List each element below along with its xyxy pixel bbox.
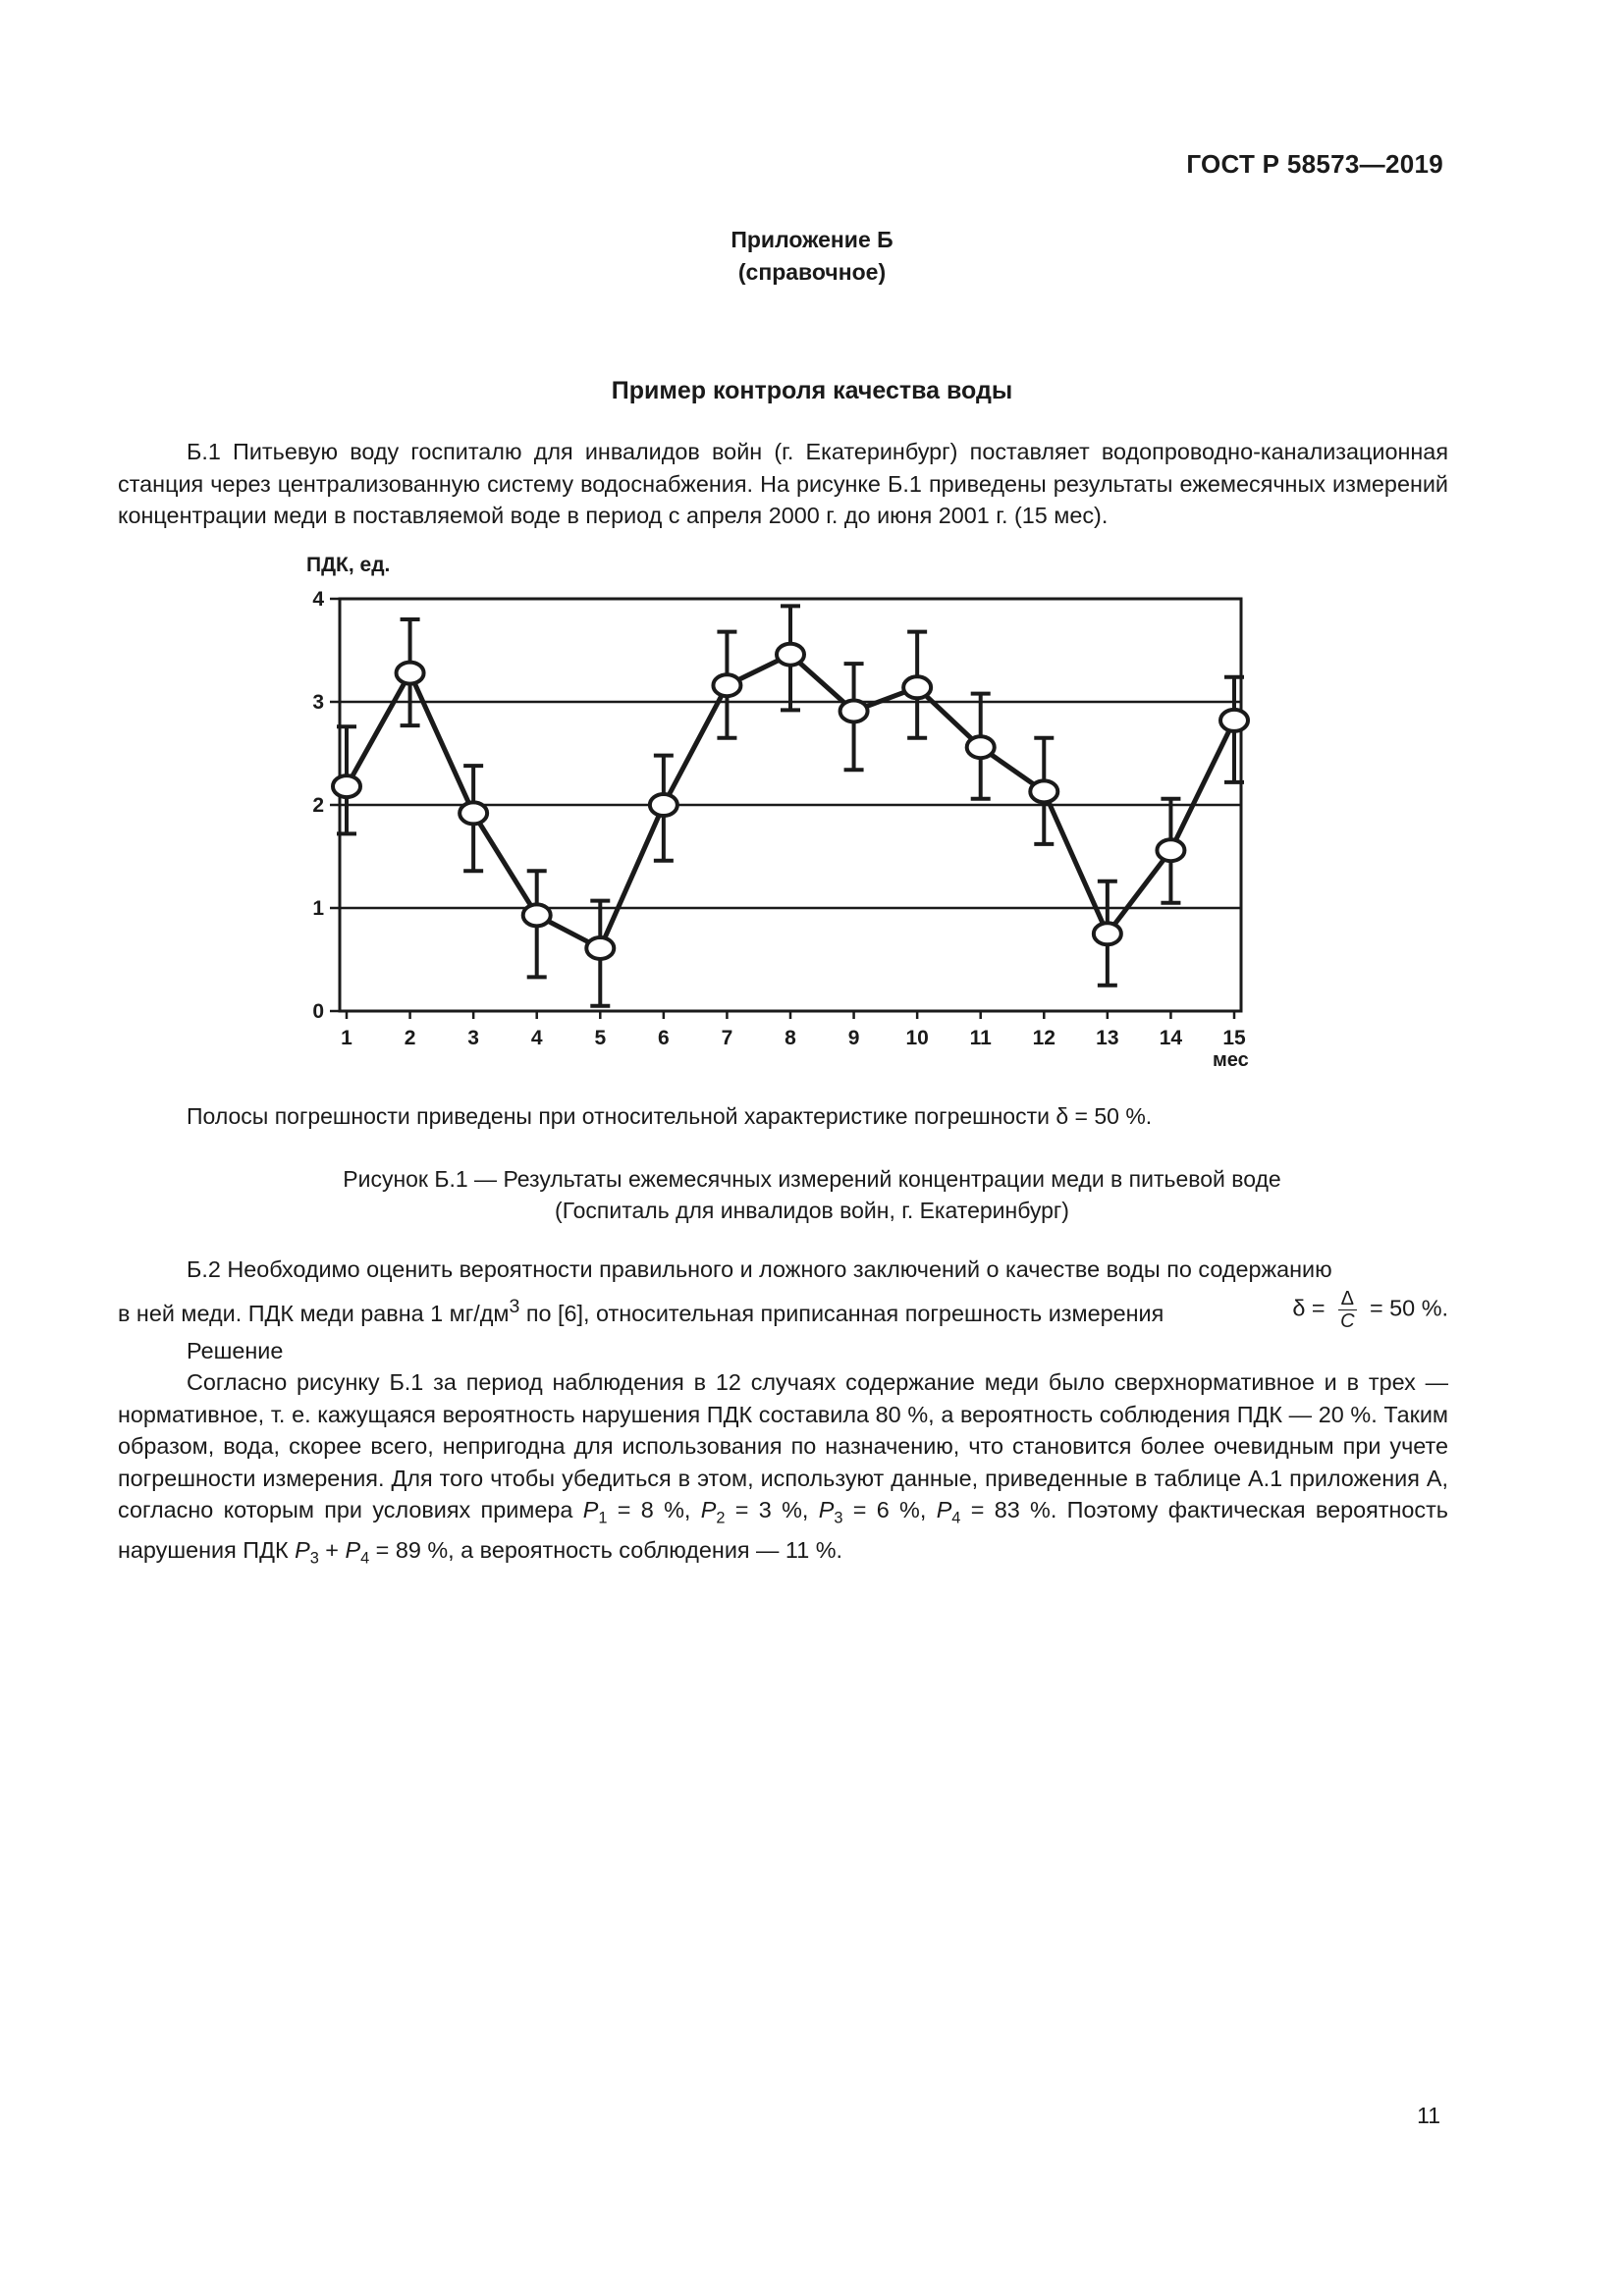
data-point-14: [1157, 839, 1184, 861]
p2-value: = 3 %,: [725, 1497, 819, 1522]
paragraph-b1: Б.1 Питьевую воду госпиталю для инвалидов войн (г. Екатеринбург) поставляет водопроводно-канализационная станция через централизованную систему водоснабжения. На рисунке Б.1 приведены результаты ежемесячных измерений концентрации меди в поставляемой воде в период с апреля 2000 г. до июня 2001 г. (15 мес).: [118, 439, 1448, 528]
x-tick-label-2: 2: [404, 1027, 416, 1049]
b2-unit-exponent: 3: [509, 1295, 520, 1317]
p4-value: = 83 %. Поэтому фактическая вероятность нарушения ПДК: [118, 1497, 1448, 1564]
b2-line2-text: [118, 1291, 1164, 1329]
p4-index: 4: [951, 1509, 961, 1527]
x-tick-label-8: 8: [785, 1027, 796, 1049]
solution-tail: = 89 %, а вероятность соблюдения — 11 %.: [369, 1537, 843, 1564]
error-bars-note: Полосы погрешности приведены при относительной характеристике погрешности δ = 50 %.: [187, 1103, 1153, 1129]
x-tick-label-3: 3: [467, 1027, 479, 1049]
p1-index: 1: [598, 1509, 608, 1527]
data-point-4: [523, 904, 551, 926]
solution-text: Согласно рисунку Б.1 за период наблюдения в 12 случаях содержание меди было сверхнормативное и в трех — нормативное, т. е. кажущаяся вероятность нарушения ПДК составила 80 %, а вероятность соблюдения ПДК — 20 %. Таким образом, вода, скорее всего, непригодна для использования по назначению, что становится более очевидным при учете погрешности измерения. Для того чтобы убедиться в этом, используют данные, приведенные в таблице А.1 приложения А, согласно которым при условиях примера: [118, 1369, 1448, 1522]
y-axis-label: ПДК, ед.: [306, 554, 391, 576]
b2-text-a: в ней меди. ПДК меди равна 1 мг/дм: [118, 1300, 510, 1326]
x-tick-label-10: 10: [905, 1027, 929, 1049]
p3-index: 3: [834, 1509, 843, 1527]
solution-paragraph: [118, 1366, 1448, 1575]
p1-symbol: P: [582, 1497, 599, 1522]
y-tick-label-1: 1: [312, 897, 324, 920]
data-point-9: [840, 700, 868, 721]
y-tick-label-0: 0: [312, 1000, 324, 1023]
b2-line2: [118, 1286, 1448, 1335]
formula-denominator: C: [1340, 1310, 1355, 1332]
formula-delta: δ =: [1292, 1295, 1326, 1321]
x-tick-label-15: 15: [1222, 1027, 1246, 1049]
x-tick-label-11: 11: [969, 1027, 992, 1049]
p4-sum-symbol: P: [345, 1537, 361, 1564]
p1-value: = 8 %,: [607, 1497, 701, 1522]
data-point-10: [903, 676, 931, 698]
figure-b1-chart: [285, 545, 1276, 1075]
figure-caption: [0, 1163, 1624, 1226]
data-point-8: [777, 644, 804, 666]
p3-value: = 6 %,: [842, 1497, 937, 1522]
data-point-12: [1030, 780, 1057, 802]
y-tick-label-3: 3: [312, 691, 324, 714]
solution-label: Решение: [187, 1337, 284, 1363]
appendix-title: Приложение Б: [731, 227, 893, 252]
data-point-3: [460, 802, 487, 824]
p2-symbol: P: [700, 1497, 717, 1522]
x-tick-label-13: 13: [1096, 1027, 1119, 1049]
data-point-13: [1094, 923, 1121, 944]
b2-text-b: по [6], относительная приписанная погрешность измерения: [519, 1300, 1164, 1326]
p3-sum-symbol: P: [295, 1537, 310, 1564]
p3-sum-index: 3: [309, 1549, 319, 1568]
x-tick-label-12: 12: [1032, 1027, 1056, 1049]
plus-sign: +: [318, 1537, 346, 1564]
figure-caption-line2: (Госпиталь для инвалидов войн, г. Екатеринбург): [555, 1198, 1069, 1223]
x-tick-label-6: 6: [658, 1027, 670, 1049]
p2-index: 2: [716, 1509, 726, 1527]
data-point-5: [586, 937, 614, 959]
page-number: 11: [1417, 2103, 1440, 2128]
appendix-subtitle: (справочное): [737, 259, 887, 285]
data-point-6: [650, 794, 677, 816]
x-axis-label: мес: [1213, 1049, 1249, 1071]
appendix-heading: [0, 224, 1624, 289]
x-tick-label-14: 14: [1159, 1027, 1183, 1049]
data-point-7: [713, 674, 740, 696]
x-tick-label-9: 9: [847, 1027, 860, 1049]
formula-result: = 50 %.: [1370, 1295, 1448, 1321]
b2-line1: Б.2 Необходимо оценить вероятности правильного и ложного заключений о качестве воды по содержанию: [187, 1256, 1332, 1282]
section-title: Пример контроля качества воды: [611, 377, 1013, 404]
x-tick-label-5: 5: [594, 1027, 607, 1049]
formula-numerator: Δ: [1338, 1288, 1357, 1310]
data-point-2: [397, 663, 424, 684]
x-tick-label-4: 4: [530, 1027, 543, 1049]
data-point-15: [1220, 710, 1248, 731]
y-tick-label-2: 2: [312, 794, 324, 817]
delta-formula: [1292, 1288, 1448, 1332]
figure-caption-line1: Рисунок Б.1 — Результаты ежемесячных измерений концентрации меди в питьевой воде: [343, 1166, 1281, 1192]
paragraph-b2: [118, 1254, 1448, 1575]
x-tick-label-7: 7: [721, 1027, 733, 1049]
p4-sum-index: 4: [360, 1549, 370, 1568]
p4-symbol: P: [936, 1497, 952, 1522]
x-tick-label-1: 1: [341, 1027, 352, 1049]
formula-fraction: [1337, 1288, 1357, 1332]
chart-svg: [285, 545, 1276, 1075]
document-code: ГОСТ Р 58573—2019: [1186, 149, 1443, 179]
data-point-11: [967, 736, 995, 758]
p3-symbol: P: [818, 1497, 835, 1522]
y-tick-label-4: 4: [312, 588, 324, 611]
data-point-1: [333, 775, 360, 797]
